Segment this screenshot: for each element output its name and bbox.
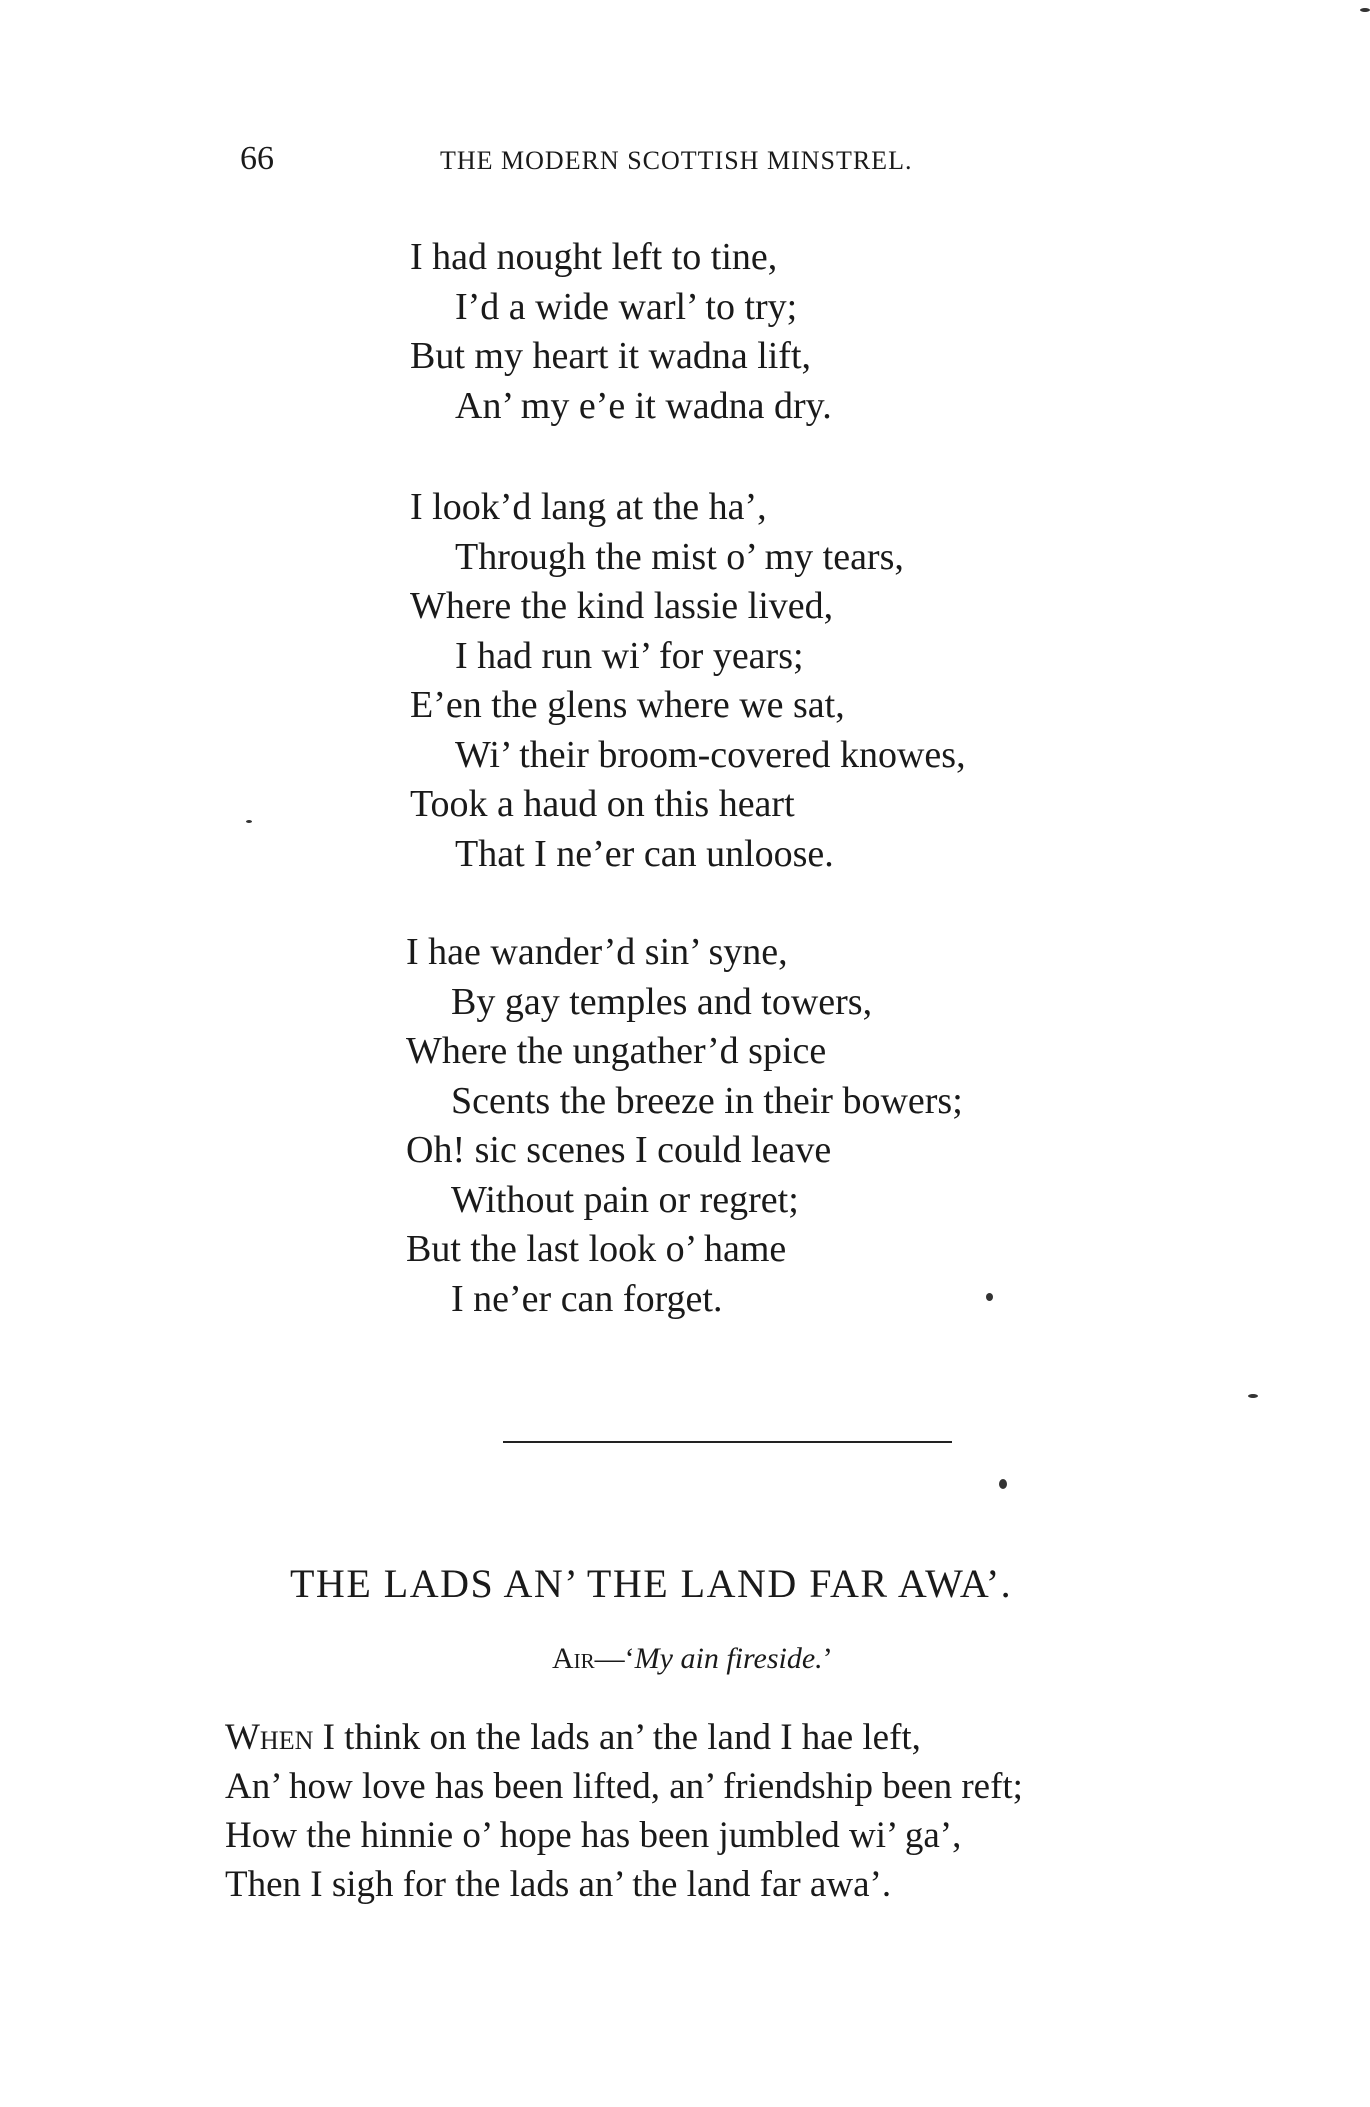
stanza-1 <box>410 233 832 431</box>
verse-line: Then I sigh for the lads an’ the land far awa’. <box>225 1864 892 1905</box>
air-dash: —‘ <box>594 1642 635 1675</box>
stanza-2 <box>410 483 966 879</box>
section-divider <box>503 1441 952 1443</box>
verse-line: Through the mist o’ my tears, <box>455 535 904 578</box>
verse-line: I had nought left to tine, <box>410 236 778 278</box>
verse-line: An’ my e’e it wadna dry. <box>455 384 832 427</box>
verse-line: That I ne’er can unloose. <box>455 832 834 875</box>
verse-line: But my heart it wadna lift, <box>410 335 812 377</box>
verse-line: Scents the breeze in their bowers; <box>451 1079 963 1122</box>
verse-line: Without pain or regret; <box>451 1178 799 1221</box>
ink-speck <box>246 820 252 823</box>
verse-line: I ne’er can forget. <box>451 1277 723 1320</box>
verse-line: Where the kind lassie lived, <box>410 585 834 627</box>
air-label: Air <box>552 1642 595 1675</box>
ink-speck <box>1360 8 1370 12</box>
running-title: THE MODERN SCOTTISH MINSTREL. <box>440 146 913 175</box>
verse-line: An’ how love has been lifted, an’ friendship been reft; <box>225 1766 1023 1807</box>
verse-line: How the hinnie o’ hope has been jumbled wi’ ga’, <box>225 1815 962 1856</box>
verse-line-first <box>225 1713 1023 1762</box>
stanza-4 <box>225 1713 1023 1909</box>
verse-line: Oh! sic scenes I could leave <box>406 1129 832 1171</box>
page-number: 66 <box>240 140 274 177</box>
ink-speck <box>1248 1394 1258 1398</box>
verse-line: I’d a wide warl’ to try; <box>455 285 798 328</box>
air-note <box>552 1642 833 1676</box>
stanza-3 <box>406 928 963 1324</box>
verse-line: Where the ungather’d spice <box>406 1030 827 1072</box>
verse-line: I look’d lang at the ha’, <box>410 486 767 528</box>
air-tune-name: My ain fireside. <box>634 1642 823 1675</box>
verse-line: By gay temples and towers, <box>451 980 873 1023</box>
ink-speck <box>986 1293 993 1301</box>
verse-line: Took a haud on this heart <box>410 783 795 825</box>
verse-line-rest: I think on the lads an’ the land I hae left, <box>313 1717 921 1758</box>
verse-line: But the last look o’ hame <box>406 1228 787 1270</box>
page-header <box>240 140 1040 190</box>
ink-speck <box>999 1479 1007 1489</box>
verse-line: I hae wander’d sin’ syne, <box>406 931 788 973</box>
air-close-quote: ’ <box>822 1642 833 1675</box>
verse-line: Wi’ their broom-covered knowes, <box>455 733 966 776</box>
verse-line: I had run wi’ for years; <box>455 634 804 677</box>
poem-title: THE LADS AN’ THE LAND FAR AWA’. <box>290 1561 1013 1606</box>
opening-word: When <box>225 1717 314 1758</box>
verse-line: E’en the glens where we sat, <box>410 684 845 726</box>
